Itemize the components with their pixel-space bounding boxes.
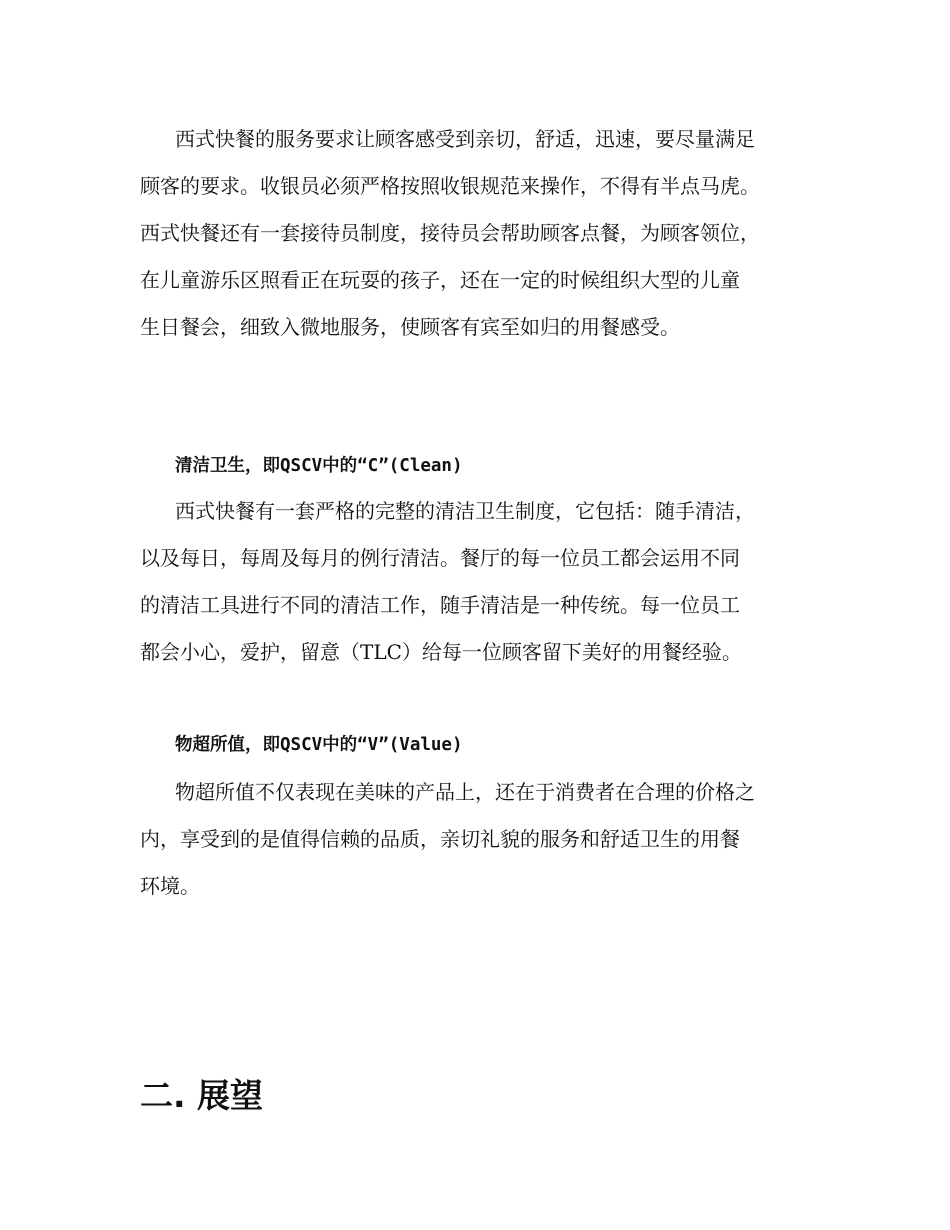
paragraph-line: 顾客的要求。收银员必须严格按照收银规范来操作，不得有半点马虎。 [140,174,760,198]
paragraph-line: 在儿童游乐区照看正在玩耍的孩子，还在一定的时候组织大型的儿童 [140,268,740,292]
value-heading: 物超所值，即QSCV中的“V”(Value) [175,735,463,755]
paragraph-line: 的清洁工具进行不同的清洁工作，随手清洁是一种传统。每一位员工 [140,593,740,617]
paragraph-line: 内，享受到的是值得信赖的品质，亲切礼貌的服务和舒适卫生的用餐 [140,827,740,851]
paragraph-line: 西式快餐有一套严格的完整的清洁卫生制度，它包括：随手清洁， [175,499,755,523]
clean-heading: 清洁卫生，即QSCV中的“C”(Clean) [175,456,463,476]
paragraph-line: 西式快餐的服务要求让顾客感受到亲切，舒适，迅速，要尽量满足 [175,127,755,151]
paragraph-line: 环境。 [140,874,200,898]
paragraph-line: 物超所值不仅表现在美味的产品上，还在于消费者在合理的价格之 [175,780,755,804]
paragraph-line: 以及每日，每周及每月的例行清洁。餐厅的每一位员工都会运用不同 [140,546,740,570]
paragraph-line: 生日餐会，细致入微地服务，使顾客有宾至如归的用餐感受。 [140,315,680,339]
paragraph-line: 都会小心，爱护，留意（TLC）给每一位顾客留下美好的用餐经验。 [140,640,742,664]
outlook-heading: 二. 展望 [140,1076,264,1115]
paragraph-line: 西式快餐还有一套接待员制度，接待员会帮助顾客点餐，为顾客领位， [140,221,760,245]
